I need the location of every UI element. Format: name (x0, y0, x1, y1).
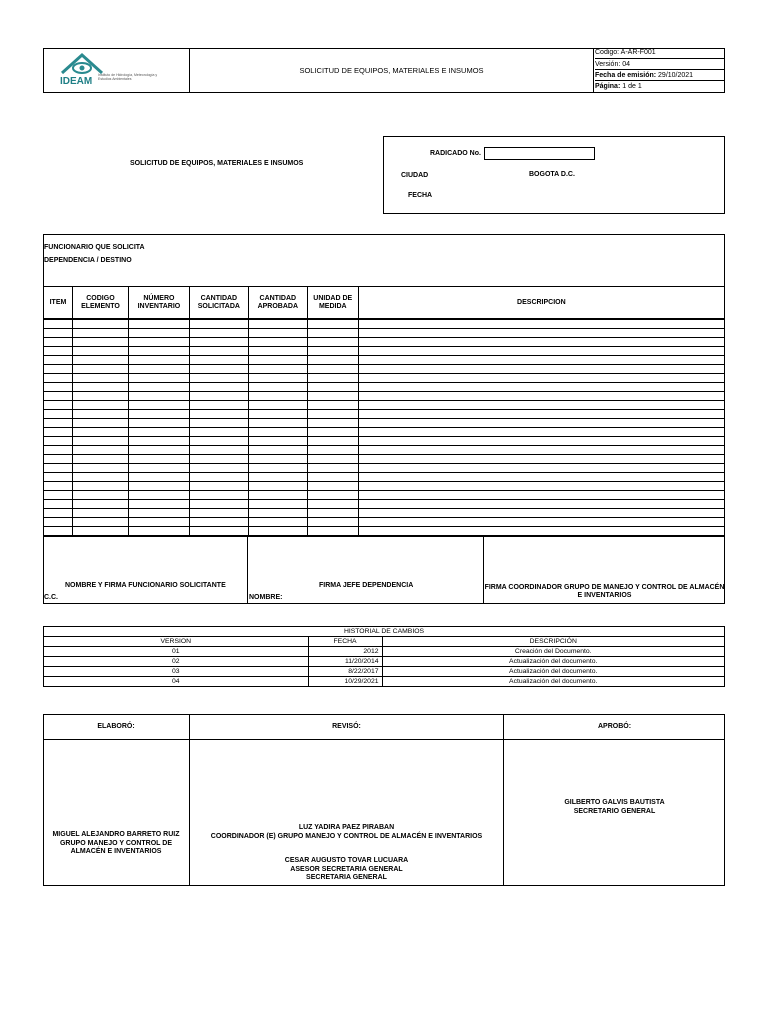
col-numero-inventario: NÚMERO INVENTARIO (128, 287, 189, 320)
funcionario-box (43, 234, 725, 286)
item-cell[interactable] (44, 509, 73, 518)
historial-version: 02 (44, 657, 309, 667)
item-cell[interactable] (307, 527, 358, 536)
item-cell[interactable] (248, 455, 307, 464)
header-title: SOLICITUD DE EQUIPOS, MATERIALES E INSUMOS (190, 48, 594, 93)
item-cell[interactable] (72, 329, 128, 338)
elaboro-role-2: ALMACÉN E INVENTARIOS (70, 848, 162, 855)
item-cell[interactable] (72, 419, 128, 428)
item-cell[interactable] (307, 383, 358, 392)
item-cell[interactable] (44, 455, 73, 464)
item-row (44, 401, 725, 410)
historial-version: 04 (44, 677, 309, 687)
item-cell[interactable] (72, 374, 128, 383)
item-cell[interactable] (128, 374, 189, 383)
item-cell[interactable] (189, 410, 248, 419)
item-cell[interactable] (307, 464, 358, 473)
item-row (44, 383, 725, 392)
item-cell[interactable] (128, 347, 189, 356)
historial-version: 03 (44, 667, 309, 677)
item-cell[interactable] (248, 518, 307, 527)
item-cell[interactable] (358, 482, 724, 491)
dependencia-label: DEPENDENCIA / DESTINO (44, 257, 132, 264)
item-row (44, 509, 725, 518)
historial-fecha: 11/20/2014 (308, 657, 382, 667)
item-row (44, 491, 725, 500)
col-cantidad-aprobada: CANTIDAD APROBADA (248, 287, 307, 320)
item-row (44, 410, 725, 419)
historial-col-descripcion: DESCRIPCIÓN (382, 637, 724, 647)
item-cell[interactable] (358, 527, 724, 536)
item-cell[interactable] (248, 419, 307, 428)
item-cell[interactable] (189, 455, 248, 464)
item-cell[interactable] (307, 446, 358, 455)
item-cell[interactable] (72, 446, 128, 455)
item-cell[interactable] (44, 464, 73, 473)
item-cell[interactable] (248, 509, 307, 518)
item-cell[interactable] (72, 383, 128, 392)
item-cell[interactable] (72, 464, 128, 473)
funcionario-label: FUNCIONARIO QUE SOLICITA (44, 244, 145, 251)
header-pagina-value: 1 de 1 (622, 83, 642, 90)
item-cell[interactable] (72, 509, 128, 518)
item-cell[interactable] (358, 347, 724, 356)
item-cell[interactable] (189, 437, 248, 446)
historial-fecha: 10/29/2021 (308, 677, 382, 687)
item-cell[interactable] (307, 319, 358, 329)
item-cell[interactable] (128, 365, 189, 374)
header-meta (594, 48, 725, 93)
historial-row (44, 667, 725, 677)
item-row (44, 347, 725, 356)
item-cell[interactable] (128, 410, 189, 419)
item-cell[interactable] (128, 319, 189, 329)
item-cell[interactable] (189, 482, 248, 491)
form-title: SOLICITUD DE EQUIPOS, MATERIALES E INSUMOS (130, 160, 304, 167)
item-cell[interactable] (72, 527, 128, 536)
item-cell[interactable] (44, 319, 73, 329)
item-row (44, 500, 725, 509)
item-cell[interactable] (307, 500, 358, 509)
item-cell[interactable] (44, 500, 73, 509)
historial-version: 01 (44, 647, 309, 657)
item-cell[interactable] (44, 374, 73, 383)
signature-divider-1 (247, 536, 248, 604)
item-cell[interactable] (307, 482, 358, 491)
item-cell[interactable] (189, 329, 248, 338)
col-item: ITEM (44, 287, 73, 320)
item-cell[interactable] (307, 374, 358, 383)
item-cell[interactable] (248, 383, 307, 392)
item-row (44, 437, 725, 446)
item-cell[interactable] (128, 500, 189, 509)
item-cell[interactable] (72, 356, 128, 365)
item-cell[interactable] (307, 509, 358, 518)
item-row (44, 374, 725, 383)
item-cell[interactable] (189, 446, 248, 455)
item-cell[interactable] (128, 518, 189, 527)
item-row (44, 319, 725, 329)
item-cell[interactable] (128, 401, 189, 410)
item-cell[interactable] (72, 392, 128, 401)
item-row (44, 356, 725, 365)
item-cell[interactable] (358, 509, 724, 518)
item-cell[interactable] (72, 482, 128, 491)
item-cell[interactable] (358, 518, 724, 527)
reviso-2-name: CESAR AUGUSTO TOVAR LUCUARA (284, 857, 409, 864)
header-fecha-label: Fecha de emisión: (595, 72, 657, 79)
item-cell[interactable] (358, 464, 724, 473)
item-cell[interactable] (358, 383, 724, 392)
item-cell[interactable] (358, 365, 724, 374)
item-cell[interactable] (248, 365, 307, 374)
item-cell[interactable] (189, 356, 248, 365)
item-cell[interactable] (307, 491, 358, 500)
historial-header-row (44, 637, 725, 647)
item-cell[interactable] (358, 319, 724, 329)
item-cell[interactable] (358, 437, 724, 446)
item-row (44, 419, 725, 428)
logo-wordmark: IDEAM (60, 76, 93, 87)
item-cell[interactable] (358, 392, 724, 401)
item-cell[interactable] (72, 410, 128, 419)
item-cell[interactable] (72, 319, 128, 329)
item-cell[interactable] (44, 437, 73, 446)
elaboro-label: ELABORÓ: (97, 723, 135, 730)
item-cell[interactable] (248, 410, 307, 419)
item-cell[interactable] (128, 356, 189, 365)
reviso-label: REVISÓ: (332, 723, 361, 730)
item-cell[interactable] (44, 473, 73, 482)
item-cell[interactable] (248, 527, 307, 536)
approvals-header-divider (43, 739, 725, 740)
item-cell[interactable] (248, 347, 307, 356)
item-cell[interactable] (72, 500, 128, 509)
cc-label: C.C. (44, 594, 58, 601)
item-cell[interactable] (72, 473, 128, 482)
item-row (44, 518, 725, 527)
item-cell[interactable] (44, 491, 73, 500)
historial-title: HISTORIAL DE CAMBIOS (44, 627, 725, 637)
item-cell[interactable] (44, 410, 73, 419)
item-cell[interactable] (128, 491, 189, 500)
item-cell[interactable] (72, 455, 128, 464)
item-cell[interactable] (44, 419, 73, 428)
item-cell[interactable] (248, 491, 307, 500)
historial-descripcion: Actualización del documento. (382, 667, 724, 677)
aprobo-label: APROBÓ: (597, 723, 632, 730)
item-row (44, 392, 725, 401)
item-cell[interactable] (307, 455, 358, 464)
reviso-signer-1 (190, 824, 503, 841)
items-body (44, 319, 725, 536)
header-fecha-value: 29/10/2021 (658, 72, 694, 79)
item-cell[interactable] (189, 347, 248, 356)
item-cell[interactable] (307, 473, 358, 482)
item-row (44, 428, 725, 437)
item-cell[interactable] (189, 527, 248, 536)
header-pagina (595, 81, 725, 92)
col-codigo-elemento: CODIGO ELEMENTO (72, 287, 128, 320)
item-cell[interactable] (72, 365, 128, 374)
item-cell[interactable] (358, 455, 724, 464)
item-cell[interactable] (358, 473, 724, 482)
item-cell[interactable] (248, 437, 307, 446)
aprobo-signer (504, 799, 725, 816)
logo-subtext: Instituto de Hidrología, Meteorología y Estudios Ambientales (98, 73, 158, 81)
item-cell[interactable] (128, 527, 189, 536)
reviso-1-name: LUZ YADIRA PAEZ PIRABAN (298, 824, 395, 831)
item-row (44, 473, 725, 482)
item-cell[interactable] (128, 329, 189, 338)
item-cell[interactable] (189, 500, 248, 509)
item-cell[interactable] (128, 392, 189, 401)
item-cell[interactable] (307, 329, 358, 338)
item-cell[interactable] (358, 374, 724, 383)
item-cell[interactable] (44, 428, 73, 437)
reviso-2-role-2: SECRETARIA GENERAL (306, 874, 387, 881)
header-fecha-emision (595, 70, 725, 81)
item-cell[interactable] (307, 518, 358, 527)
historial-descripcion: Actualización del documento. (382, 677, 724, 687)
item-cell[interactable] (189, 473, 248, 482)
item-cell[interactable] (248, 473, 307, 482)
item-cell[interactable] (248, 428, 307, 437)
header-codigo: Codigo: A-AR-F001 (595, 48, 725, 59)
item-row (44, 338, 725, 347)
item-cell[interactable] (72, 491, 128, 500)
historial-row (44, 657, 725, 667)
item-cell[interactable] (44, 356, 73, 365)
item-row (44, 329, 725, 338)
item-cell[interactable] (189, 319, 248, 329)
elaboro-name: MIGUEL ALEJANDRO BARRETO RUIZ (52, 831, 180, 838)
historial-fecha: 2012 (308, 647, 382, 657)
item-cell[interactable] (128, 338, 189, 347)
elaboro-signer (43, 831, 189, 857)
item-cell[interactable] (248, 500, 307, 509)
historial-row (44, 647, 725, 657)
item-cell[interactable] (128, 383, 189, 392)
item-cell[interactable] (358, 338, 724, 347)
item-cell[interactable] (307, 437, 358, 446)
item-row (44, 455, 725, 464)
elaboro-role-1: GRUPO MANEJO Y CONTROL DE (59, 839, 173, 847)
item-cell[interactable] (358, 401, 724, 410)
item-cell[interactable] (248, 338, 307, 347)
item-cell[interactable] (128, 509, 189, 518)
solicitante-signature-label: NOMBRE Y FIRMA FUNCIONARIO SOLICITANTE (65, 582, 226, 589)
item-cell[interactable] (72, 347, 128, 356)
item-cell[interactable] (44, 338, 73, 347)
item-cell[interactable] (189, 509, 248, 518)
col-cantidad-solicitada: CANTIDAD SOLICITADA (189, 287, 248, 320)
header-pagina-label: Página: (595, 83, 621, 90)
item-cell[interactable] (72, 437, 128, 446)
item-cell[interactable] (128, 473, 189, 482)
item-cell[interactable] (72, 401, 128, 410)
historial-row (44, 677, 725, 687)
item-cell[interactable] (358, 410, 724, 419)
nombre-label: NOMBRE: (249, 594, 283, 601)
item-cell[interactable] (44, 518, 73, 527)
item-cell[interactable] (307, 410, 358, 419)
ciudad-label: CIUDAD (401, 172, 429, 179)
item-cell[interactable] (189, 383, 248, 392)
item-cell[interactable] (128, 428, 189, 437)
item-cell[interactable] (307, 338, 358, 347)
item-cell[interactable] (358, 356, 724, 365)
item-cell[interactable] (44, 329, 73, 338)
item-cell[interactable] (358, 419, 724, 428)
item-cell[interactable] (248, 329, 307, 338)
reviso-1-role: COORDINADOR (E) GRUPO MANEJO Y CONTROL DE ALMACÉN E INVENTARIOS (210, 832, 483, 840)
item-cell[interactable] (72, 428, 128, 437)
historial-table (43, 626, 725, 687)
item-cell[interactable] (248, 482, 307, 491)
item-cell[interactable] (248, 392, 307, 401)
historial-col-version: VERSION (44, 637, 309, 647)
col-descripcion: DESCRIPCION (358, 287, 724, 320)
item-cell[interactable] (358, 446, 724, 455)
item-cell[interactable] (307, 356, 358, 365)
historial-descripcion: Creación del Documento. (382, 647, 724, 657)
item-row (44, 482, 725, 491)
item-cell[interactable] (44, 347, 73, 356)
item-cell[interactable] (44, 482, 73, 491)
item-cell[interactable] (72, 518, 128, 527)
historial-title-row (44, 627, 725, 637)
item-cell[interactable] (72, 338, 128, 347)
item-cell[interactable] (189, 401, 248, 410)
item-cell[interactable] (307, 401, 358, 410)
item-row (44, 464, 725, 473)
item-cell[interactable] (44, 365, 73, 374)
item-cell[interactable] (189, 374, 248, 383)
item-cell[interactable] (128, 455, 189, 464)
fecha-label: FECHA (408, 192, 433, 199)
item-cell[interactable] (307, 347, 358, 356)
reviso-signer-2 (190, 857, 503, 883)
item-cell[interactable] (189, 392, 248, 401)
item-cell[interactable] (358, 428, 724, 437)
item-cell[interactable] (307, 428, 358, 437)
aprobo-name: GILBERTO GALVIS BAUTISTA (564, 799, 665, 806)
item-cell[interactable] (248, 356, 307, 365)
ciudad-value: BOGOTA D.C. (529, 171, 575, 178)
items-table (43, 286, 725, 536)
item-row (44, 446, 725, 455)
item-cell[interactable] (128, 446, 189, 455)
item-cell[interactable] (358, 329, 724, 338)
jefe-signature-label: FIRMA JEFE DEPENDENCIA (319, 582, 414, 589)
item-cell[interactable] (128, 419, 189, 428)
reviso-2-role-1: ASESOR SECRETARIA GENERAL (290, 865, 403, 873)
item-cell[interactable] (189, 464, 248, 473)
item-cell[interactable] (248, 374, 307, 383)
historial-fecha: 8/22/2017 (308, 667, 382, 677)
item-cell[interactable] (248, 464, 307, 473)
item-cell[interactable] (358, 491, 724, 500)
item-cell[interactable] (44, 383, 73, 392)
item-cell[interactable] (44, 446, 73, 455)
item-cell[interactable] (248, 401, 307, 410)
header-version: Versión: 04 (595, 59, 725, 70)
item-cell[interactable] (248, 446, 307, 455)
radicado-input[interactable] (484, 147, 595, 160)
items-header-row (44, 287, 725, 320)
item-cell[interactable] (128, 464, 189, 473)
radicado-label: RADICADO No. (430, 150, 481, 157)
aprobo-role: SECRETARIO GENERAL (573, 807, 656, 815)
item-cell[interactable] (358, 500, 724, 509)
historial-col-fecha: FECHA (308, 637, 382, 647)
item-row (44, 365, 725, 374)
item-cell[interactable] (128, 437, 189, 446)
item-cell[interactable] (44, 392, 73, 401)
item-cell[interactable] (307, 365, 358, 374)
item-cell[interactable] (44, 401, 73, 410)
item-cell[interactable] (248, 319, 307, 329)
item-cell[interactable] (189, 419, 248, 428)
coordinador-signature-label: FIRMA COORDINADOR GRUPO DE MANEJO Y CONTROL DE ALMACÉN E INVENTARIOS (484, 584, 725, 599)
historial-descripcion: Actualización del documento. (382, 657, 724, 667)
item-cell[interactable] (189, 491, 248, 500)
item-cell[interactable] (189, 428, 248, 437)
ideam-logo (58, 51, 168, 89)
item-row (44, 527, 725, 536)
item-cell[interactable] (189, 338, 248, 347)
col-unidad-medida: UNIDAD DE MEDIDA (307, 287, 358, 320)
item-cell[interactable] (189, 365, 248, 374)
item-cell[interactable] (307, 392, 358, 401)
item-cell[interactable] (307, 419, 358, 428)
item-cell[interactable] (44, 527, 73, 536)
item-cell[interactable] (128, 482, 189, 491)
item-cell[interactable] (189, 518, 248, 527)
